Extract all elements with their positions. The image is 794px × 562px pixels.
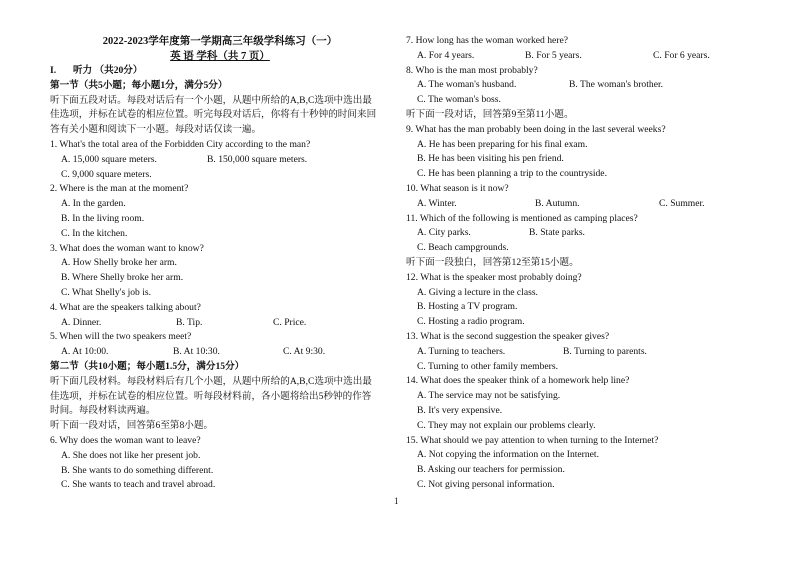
dialog-note-9-11: 听下面一段对话，回答第9至第11小题。 — [406, 108, 574, 120]
option-13b: B. Turning to parents. — [563, 345, 647, 357]
section1-heading: 第一节（共5小题；每小题1分，满分5分） — [50, 79, 228, 91]
question-10-options — [406, 197, 748, 212]
option-6b: B. She wants to do something different. — [61, 464, 214, 476]
option-4c: C. Price. — [273, 316, 307, 328]
option-5c: C. At 9:30. — [283, 346, 326, 358]
section1-instruction-3: 答有关小题和阅读下一小题。每段对话仅读一遍。 — [50, 124, 262, 136]
option-10b: B. Autumn. — [535, 197, 580, 209]
option-4b: B. Tip. — [176, 316, 203, 328]
option-1c: C. 9,000 square meters. — [61, 168, 152, 180]
question-2: 2. Where is the man at the moment? — [50, 183, 189, 195]
option-7c: C. For 6 years. — [653, 49, 710, 61]
section1-instruction-1: 听下面五段对话。每段对话后有一个小题，从题中所给的A,B,C选项中选出最 — [50, 94, 372, 106]
option-11b: B. State parks. — [529, 227, 585, 239]
question-4: 4. What are the speakers talking about? — [50, 301, 201, 313]
option-6c: C. She wants to teach and travel abroad. — [61, 479, 216, 491]
option-11a: A. City parks. — [417, 227, 471, 239]
question-15: 15. What should we pay attention to when turning to the Internet? — [406, 434, 659, 446]
option-7b: B. For 5 years. — [525, 49, 582, 61]
section2-instruction-1: 听下面几段材料。每段材料后有几个小题，从题中所给的A,B,C选项中选出最 — [50, 375, 372, 387]
option-9b: B. He has been visiting his pen friend. — [417, 153, 564, 165]
dialog-note-6-8: 听下面一段对话，回答第6至第8小题。 — [50, 420, 214, 432]
option-2c: C. In the kitchen. — [61, 227, 128, 239]
question-8-options-row1 — [406, 78, 748, 93]
option-14a: A. The service may not be satisfying. — [417, 390, 561, 402]
option-8b: B. The woman's brother. — [569, 79, 664, 91]
question-14: 14. What does the speaker think of a homework help line? — [406, 375, 630, 387]
question-11-options-row1 — [406, 226, 748, 241]
option-9c: C. He has been planning a trip to the countryside. — [417, 168, 607, 180]
question-5: 5. When will the two speakers meet? — [50, 331, 192, 343]
option-15b: B. Asking our teachers for permission. — [417, 464, 565, 476]
option-6a: A. She does not like her present job. — [61, 449, 201, 461]
question-5-options — [50, 345, 390, 360]
option-1b: B. 150,000 square meters. — [207, 153, 308, 165]
option-10a: A. Winter. — [417, 197, 457, 209]
question-7: 7. How long has the woman worked here? — [406, 35, 568, 46]
option-9a: A. He has been preparing for his final exam. — [417, 138, 588, 150]
question-12: 12. What is the speaker most probably doing? — [406, 271, 582, 283]
option-15c: C. Not giving personal information. — [417, 478, 555, 490]
question-11: 11. Which of the following is mentioned as camping places? — [406, 212, 638, 224]
option-12c: C. Hosting a radio program. — [417, 316, 525, 328]
exam-title: 2022-2023学年度第一学期高三年级学科练习（一） — [102, 36, 338, 47]
option-1a: A. 15,000 square meters. — [61, 153, 157, 165]
option-8c: C. The woman's boss. — [417, 94, 501, 106]
right-column — [406, 34, 748, 493]
option-12b: B. Hosting a TV program. — [417, 301, 518, 313]
question-8: 8. Who is the man most probably? — [406, 64, 538, 76]
option-14c: C. They may not explain our problems clearly. — [417, 419, 596, 431]
option-5b: B. At 10:30. — [173, 346, 220, 358]
option-13a: A. Turning to teachers. — [417, 345, 506, 357]
option-3b: B. Where Shelly broke her arm. — [61, 272, 184, 284]
question-4-options — [50, 316, 390, 331]
question-1: 1. What's the total area of the Forbidden City according to the man? — [50, 138, 311, 150]
question-7-options — [406, 49, 748, 64]
monologue-note-12-15: 听下面一段独白，回答第12至第15小题。 — [406, 256, 579, 268]
question-1-options-row1 — [50, 153, 390, 168]
subject-line — [50, 49, 390, 64]
part1-heading — [50, 64, 390, 79]
option-13c: C. Turning to other family members. — [417, 360, 558, 372]
section2-instruction-2: 佳选项，并标在试卷的相应位置。听每段材料前，各小题将给出5秒钟的作答 — [50, 390, 372, 402]
option-7a: A. For 4 years. — [417, 49, 475, 61]
option-2a: A. In the garden. — [61, 198, 126, 210]
option-12a: A. Giving a lecture in the class. — [417, 286, 538, 298]
option-3a: A. How Shelly broke her arm. — [61, 257, 177, 269]
subject-text: 英 语 学科（共 7 页） — [170, 51, 270, 62]
question-3: 3. What does the woman want to know? — [50, 242, 204, 254]
option-11c: C. Beach campgrounds. — [417, 242, 509, 254]
option-14b: B. It's very expensive. — [417, 404, 503, 416]
question-10: 10. What season is it now? — [406, 182, 509, 194]
left-column — [50, 64, 390, 493]
option-8a: A. The woman's husband. — [417, 79, 517, 91]
option-10c: C. Summer. — [659, 197, 705, 209]
page-number: 1 — [394, 496, 399, 506]
section2-instruction-3: 时间。每段材料读两遍。 — [50, 405, 156, 417]
section1-instruction-2: 佳选项，并标在试卷的相应位置。听完每段对话后，你将有十秒钟的时间来回 — [50, 109, 377, 121]
section2-heading: 第二节（共10小题；每小题1.5分，满分15分） — [50, 360, 245, 372]
option-15a: A. Not copying the information on the Internet. — [417, 449, 599, 461]
option-5a: A. At 10:00. — [61, 346, 109, 358]
question-13-options-row1 — [406, 345, 748, 360]
part1-label: I. — [50, 65, 57, 76]
question-13: 13. What is the second suggestion the speaker gives? — [406, 330, 610, 342]
question-9: 9. What has the man probably been doing in the last several weeks? — [406, 123, 666, 135]
option-3c: C. What Shelly's job is. — [61, 286, 152, 298]
option-2b: B. In the living room. — [61, 212, 145, 224]
question-6: 6. Why does the woman want to leave? — [50, 434, 201, 446]
part1-title: 听力 （共20分） — [72, 65, 143, 76]
option-4a: A. Dinner. — [61, 316, 102, 328]
